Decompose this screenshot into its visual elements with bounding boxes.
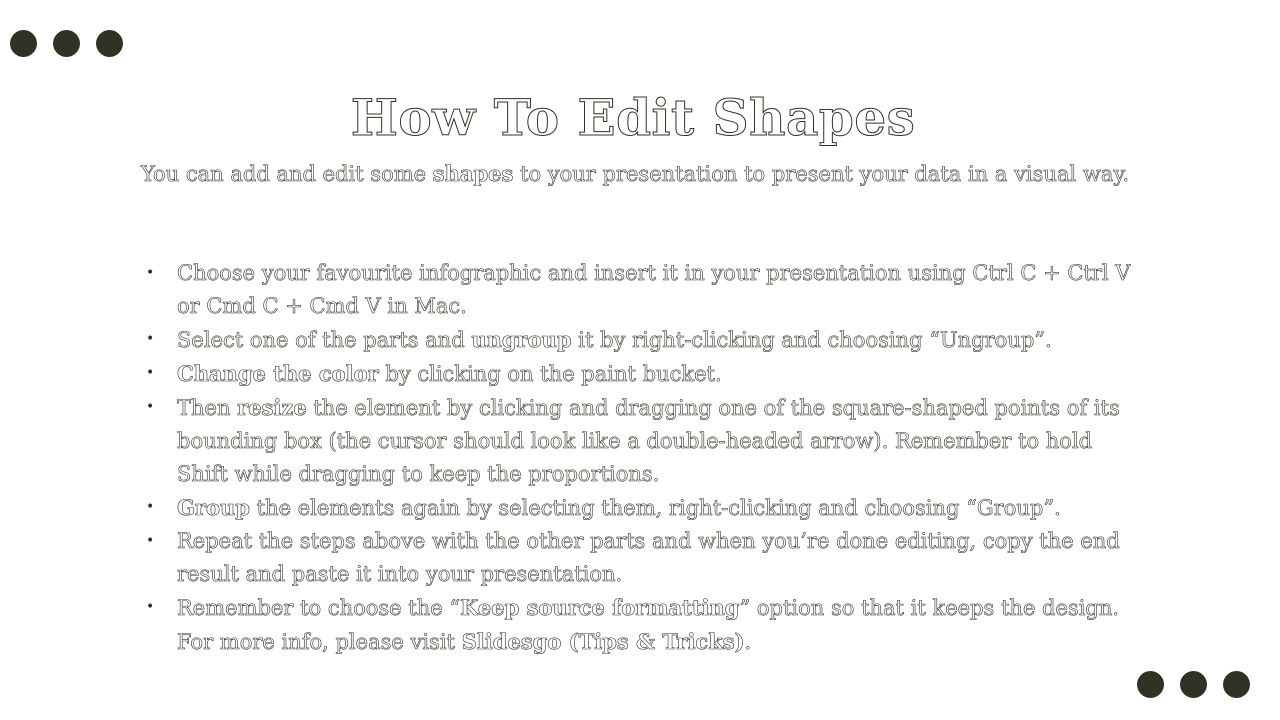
dot-icon (53, 30, 80, 57)
bullet-icon: • (146, 599, 155, 615)
dot-icon (1180, 671, 1207, 698)
keyword-shapes: shapes (432, 161, 514, 186)
slidesgo-link[interactable]: Slidesgo (Tips & Tricks) (461, 629, 745, 654)
list-item: • Select one of the parts and ungroup it by right-clicking and choosing “Ungroup”. (141, 323, 1141, 357)
instructions-list (141, 257, 1141, 659)
bullet-icon: • (146, 265, 155, 281)
list-item: • Group the elements again by selecting them, right-clicking and choosing “Group”. (141, 491, 1141, 525)
decorative-dots-bottom-right (1137, 671, 1250, 698)
slide-title: How To Edit Shapes (350, 87, 916, 147)
bullet-icon: • (146, 399, 155, 415)
bullet-icon: • (146, 331, 155, 347)
bullet-icon: • (146, 533, 155, 549)
intro-paragraph: You can add and edit some shapes to your presentation to present your data in a visual way. (141, 161, 1130, 186)
list-item: • Change the color by clicking on the paint bucket. (141, 357, 1141, 391)
bullet-icon: • (146, 365, 155, 381)
list-item: • Remember to choose the “Keep source formatting” option so that it keeps the design. For more info, please visit Slidesgo (Tips & Tricks). (141, 591, 1141, 659)
dot-icon (1137, 671, 1164, 698)
dot-icon (10, 30, 37, 57)
dot-icon (1223, 671, 1250, 698)
decorative-dots-top-left (10, 30, 123, 57)
dot-icon (96, 30, 123, 57)
list-item: • Repeat the steps above with the other parts and when you’re done editing, copy the end result and paste it into your presentation. (141, 525, 1141, 591)
bullet-icon: • (146, 499, 155, 515)
list-item: • Then resize the element by clicking and dragging one of the square-shaped points of its bounding box (the cursor should look like a double-headed arrow). Remember to hold Shift while dragging to keep the proportions. (141, 391, 1141, 491)
list-item: • Choose your favourite infographic and insert it in your presentation using Ctrl C + Ctrl V or Cmd C + Cmd V in Mac. (141, 257, 1141, 323)
